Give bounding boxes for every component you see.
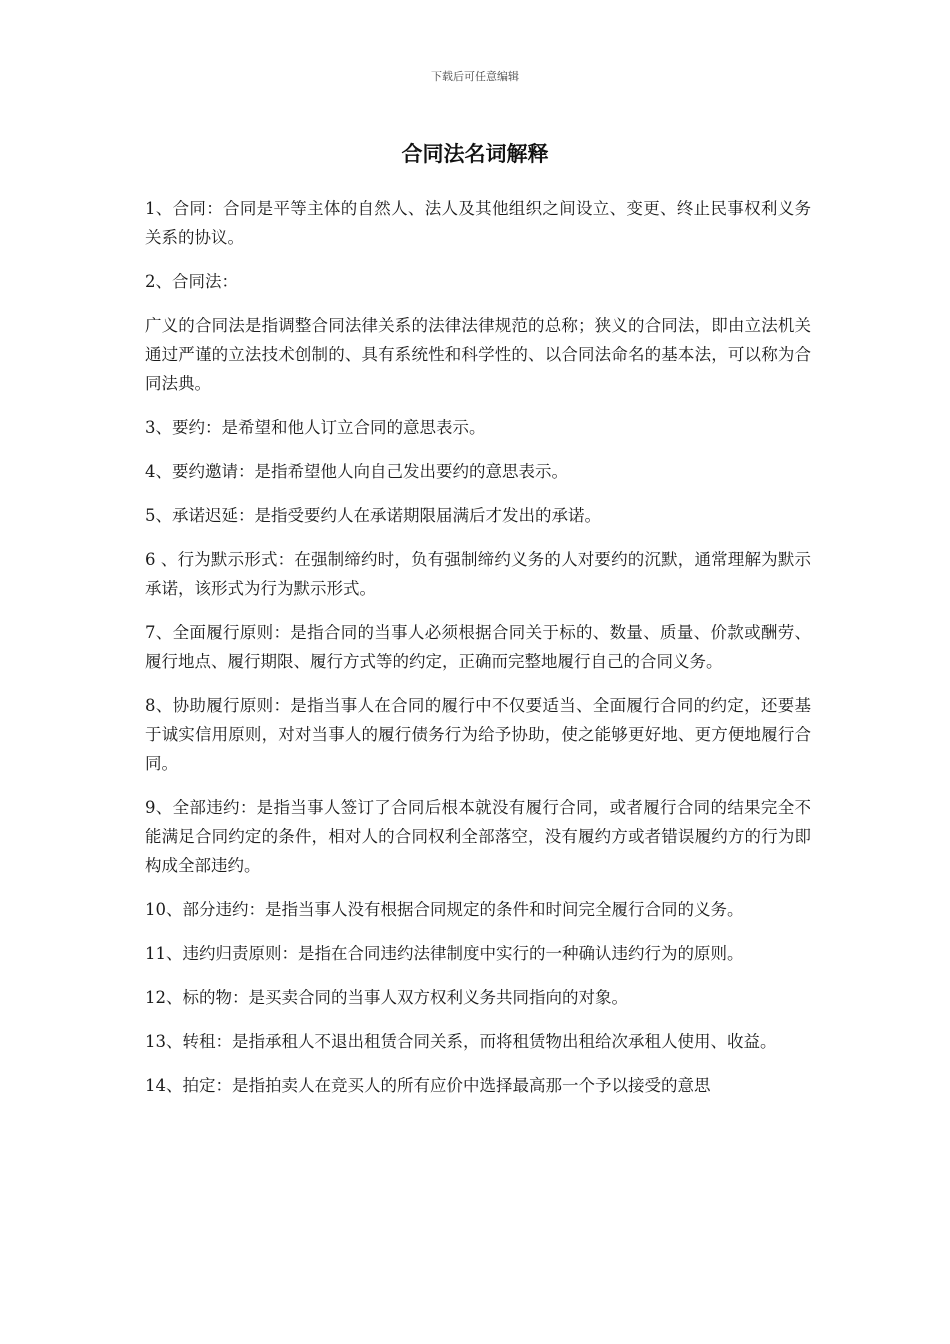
paragraph-12: 12、标的物：是买卖合同的当事人双方权利义务共同指向的对象。 <box>145 988 628 1007</box>
document-title: 合同法名词解释 <box>401 142 549 166</box>
paragraph-6: 6 、行为默示形式：在强制缔约时，负有强制缔约义务的人对要约的沉默，通常理解为默示承诺，该形式为行为默示形式。 <box>145 550 811 598</box>
paragraph-2: 2、合同法： <box>145 272 238 291</box>
header-note: 下载后可任意编辑 <box>431 70 519 83</box>
paragraph-2-body: 广义的合同法是指调整合同法律关系的法律法律规范的总称；狭义的合同法，即由立法机关通过严谨的立法技术创制的、具有系统性和科学性的、以合同法命名的基本法，可以称为合同法典。 <box>145 316 811 393</box>
document-body <box>145 194 811 1115</box>
paragraph-5: 5、承诺迟延：是指受要约人在承诺期限届满后才发出的承诺。 <box>145 506 601 525</box>
paragraph-9: 9、全部违约：是指当事人签订了合同后根本就没有履行合同，或者履行合同的结果完全不能满足合同约定的条件，相对人的合同权利全部落空，没有履约方或者错误履约方的行为即构成全部违约。 <box>145 798 811 875</box>
paragraph-1: 1、合同：合同是平等主体的自然人、法人及其他组织之间设立、变更、终止民事权利义务关系的协议。 <box>145 199 811 247</box>
paragraph-14: 14、拍定：是指拍卖人在竞买人的所有应价中选择最高那一个予以接受的意思 <box>145 1076 711 1095</box>
paragraph-7: 7、全面履行原则：是指合同的当事人必须根据合同关于标的、数量、质量、价款或酬劳、履行地点、履行期限、履行方式等的约定，正确而完整地履行自己的合同义务。 <box>145 623 811 671</box>
paragraph-11: 11、违约归责原则：是指在合同违约法律制度中实行的一种确认违约行为的原则。 <box>145 944 744 963</box>
paragraph-13: 13、转租：是指承租人不退出租赁合同关系，而将租赁物出租给次承租人使用、收益。 <box>145 1032 777 1051</box>
paragraph-3: 3、要约：是希望和他人订立合同的意思表示。 <box>145 418 486 437</box>
paragraph-4: 4、要约邀请：是指希望他人向自己发出要约的意思表示。 <box>145 462 568 481</box>
paragraph-10: 10、部分违约：是指当事人没有根据合同规定的条件和时间完全履行合同的义务。 <box>145 900 744 919</box>
paragraph-8: 8、协助履行原则：是指当事人在合同的履行中不仅要适当、全面履行合同的约定，还要基于诚实信用原则，对对当事人的履行债务行为给予协助，使之能够更好地、更方便地履行合同。 <box>145 696 811 773</box>
